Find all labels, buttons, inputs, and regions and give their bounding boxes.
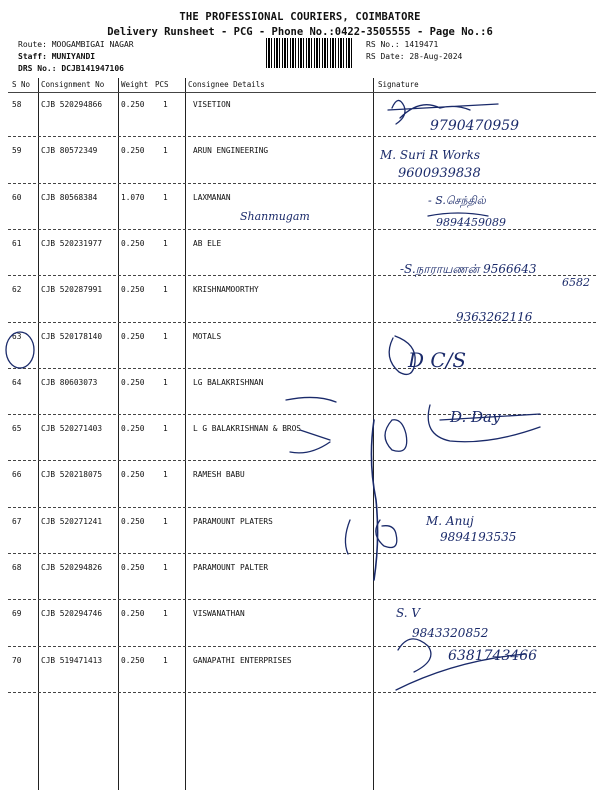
- row-consignment: CJB 80603073: [41, 377, 98, 387]
- row-pcs: 1: [163, 516, 168, 526]
- route-line: [18, 40, 134, 49]
- row-sno: 68: [12, 563, 22, 572]
- handwritten-r69b: 9843320852: [412, 626, 489, 640]
- row-separator: [8, 553, 596, 554]
- row-consignee: MOTALS: [193, 331, 222, 341]
- row-weight: 0.250: [121, 100, 145, 109]
- row-weight: 0.250: [121, 655, 145, 665]
- rs-date-value: 28-Aug-2024: [409, 52, 463, 61]
- row-weight: 0.250: [121, 470, 145, 480]
- row-pcs: 1: [163, 192, 168, 202]
- row-consignee: ARUN ENGINEERING: [193, 146, 269, 156]
- barcode: [266, 38, 352, 68]
- row-separator: [8, 414, 596, 415]
- row-weight: 0.250: [121, 146, 145, 156]
- row-separator: [8, 692, 596, 693]
- col-weight: Weight: [121, 80, 149, 89]
- drs-line: [18, 64, 124, 73]
- handwritten-r58: 9790470959: [430, 118, 520, 134]
- row-separator: [8, 368, 596, 369]
- row-sno: 66: [12, 470, 22, 480]
- row-weight: 0.250: [121, 238, 145, 248]
- staff-label: Staff:: [18, 52, 47, 61]
- row-pcs: 1: [163, 331, 168, 341]
- drs-label: DRS No.:: [18, 64, 57, 73]
- row-pcs: 1: [163, 424, 168, 434]
- rs-date-label: RS Date:: [366, 52, 405, 61]
- row-consignment: CJB 520271241: [41, 516, 103, 526]
- row-sno: 62: [12, 285, 22, 295]
- row-weight: 0.250: [121, 331, 145, 341]
- row-weight: 0.250: [121, 285, 145, 295]
- handwritten-r70: 6381743466: [448, 648, 538, 664]
- row-consignee: VISWANATHAN: [193, 609, 245, 619]
- rs-date-line: [366, 52, 462, 61]
- row-pcs: 1: [163, 470, 168, 480]
- row-consignment: CJB 520178140: [41, 331, 103, 341]
- handwritten-r60a: Shanmugam: [240, 210, 310, 223]
- row-separator: [8, 136, 596, 137]
- row-pcs: 1: [163, 100, 168, 109]
- row-weight: 0.250: [121, 516, 145, 526]
- drs-value: DCJB141947106: [61, 64, 124, 73]
- row-consignee: KRISHNAMOORTHY: [193, 285, 259, 295]
- handwritten-r62a: -S.நாராயணன் 9566643: [400, 262, 537, 276]
- handwritten-r65: D. Day: [450, 408, 501, 426]
- row-weight: 1.070: [121, 192, 145, 202]
- handwritten-r67b: 9894193535: [440, 530, 517, 544]
- rule-v: [38, 78, 39, 790]
- row-separator: [8, 183, 596, 184]
- route-value: MOOGAMBIGAI NAGAR: [51, 40, 134, 49]
- row-sno: 67: [12, 516, 22, 526]
- company-title: THE PROFESSIONAL COURIERS, COIMBATORE: [179, 11, 421, 23]
- col-signature: Signature: [378, 80, 419, 89]
- row-consignment: CJB 80568384: [41, 192, 98, 202]
- row-consignment: CJB 519471413: [41, 655, 103, 665]
- row-sno: 60: [12, 192, 22, 202]
- row-pcs: 1: [163, 238, 168, 248]
- handwritten-r59b: 9600939838: [398, 166, 481, 181]
- col-pcs: PCS: [155, 80, 169, 89]
- handwritten-r63: D C/S: [408, 348, 467, 372]
- row-weight: 0.250: [121, 424, 145, 434]
- rule-v: [373, 78, 374, 790]
- handwritten-r67a: M. Anuj: [426, 514, 474, 528]
- row-consignment: CJB 520218075: [41, 470, 103, 480]
- row-pcs: 1: [163, 285, 168, 295]
- row-consignee: GANAPATHI ENTERPRISES: [193, 655, 292, 665]
- handwritten-r62b: 6582: [562, 276, 590, 289]
- row-consignment: CJB 520294746: [41, 609, 103, 619]
- row-pcs: 1: [163, 655, 168, 665]
- row-consignee: PARAMOUNT PALTER: [193, 563, 269, 572]
- row-consignment: CJB 520287991: [41, 285, 103, 295]
- row-pcs: 1: [163, 377, 168, 387]
- route-label: Route:: [18, 40, 47, 49]
- row-weight: 0.250: [121, 377, 145, 387]
- row-consignee: VISETION: [193, 100, 231, 109]
- row-separator: [8, 229, 596, 230]
- row-pcs: 1: [163, 609, 168, 619]
- row-consignee: LG BALAKRISHNAN: [193, 377, 264, 387]
- row-sno: 69: [12, 609, 22, 619]
- handwritten-r60c: 9894459089: [436, 216, 506, 229]
- row-weight: 0.250: [121, 609, 145, 619]
- row-consignee: L G BALAKRISHNAN & BROS: [193, 424, 301, 434]
- row-consignee: RAMESH BABU: [193, 470, 245, 480]
- row-sno: 59: [12, 146, 22, 156]
- handwritten-r59a: M. Suri R Works: [380, 148, 481, 162]
- row-pcs: 1: [163, 563, 168, 572]
- row-sno: 65: [12, 424, 22, 434]
- row-separator: [8, 599, 596, 600]
- row-sno: 70: [12, 655, 22, 665]
- row-separator: [8, 646, 596, 647]
- runsheet-subtitle: Delivery Runsheet - PCG - Phone No.:0422-3505555 - Page No.:6: [107, 26, 493, 38]
- rs-no-label: RS No.:: [366, 40, 400, 49]
- row-sno: 63: [12, 331, 22, 341]
- rule-v: [185, 78, 186, 790]
- row-separator: [8, 460, 596, 461]
- header-rule: [8, 92, 596, 93]
- row-sno: 64: [12, 377, 22, 387]
- row-consignee: PARAMOUNT PLATERS: [193, 516, 273, 526]
- row-consignment: CJB 520231977: [41, 238, 103, 248]
- row-sno: 58: [12, 100, 22, 109]
- row-consignment: CJB 520294826: [41, 563, 103, 572]
- col-sno: S No: [12, 80, 31, 89]
- handwritten-r60b: - S.செந்தில்: [428, 194, 486, 207]
- rs-no-value: 1419471: [404, 40, 439, 49]
- row-weight: 0.250: [121, 563, 145, 572]
- rule-v: [118, 78, 119, 790]
- handwritten-r62c: 9363262116: [456, 310, 533, 324]
- col-consignment: Consignment No: [41, 80, 105, 89]
- staff-line: [18, 52, 95, 61]
- row-pcs: 1: [163, 146, 168, 156]
- row-consignee: AB ELE: [193, 238, 222, 248]
- rs-no-line: [366, 40, 438, 49]
- staff-value: MUNIYANDI: [51, 52, 96, 61]
- row-consignment: CJB 520294866: [41, 100, 103, 109]
- row-consignment: CJB 520271403: [41, 424, 103, 434]
- row-sno: 61: [12, 238, 22, 248]
- col-consignee: Consignee Details: [188, 80, 265, 89]
- row-consignment: CJB 80572349: [41, 146, 98, 156]
- row-consignee: LAXMANAN: [193, 192, 231, 202]
- handwritten-r69a: S. V: [396, 606, 421, 620]
- row-separator: [8, 507, 596, 508]
